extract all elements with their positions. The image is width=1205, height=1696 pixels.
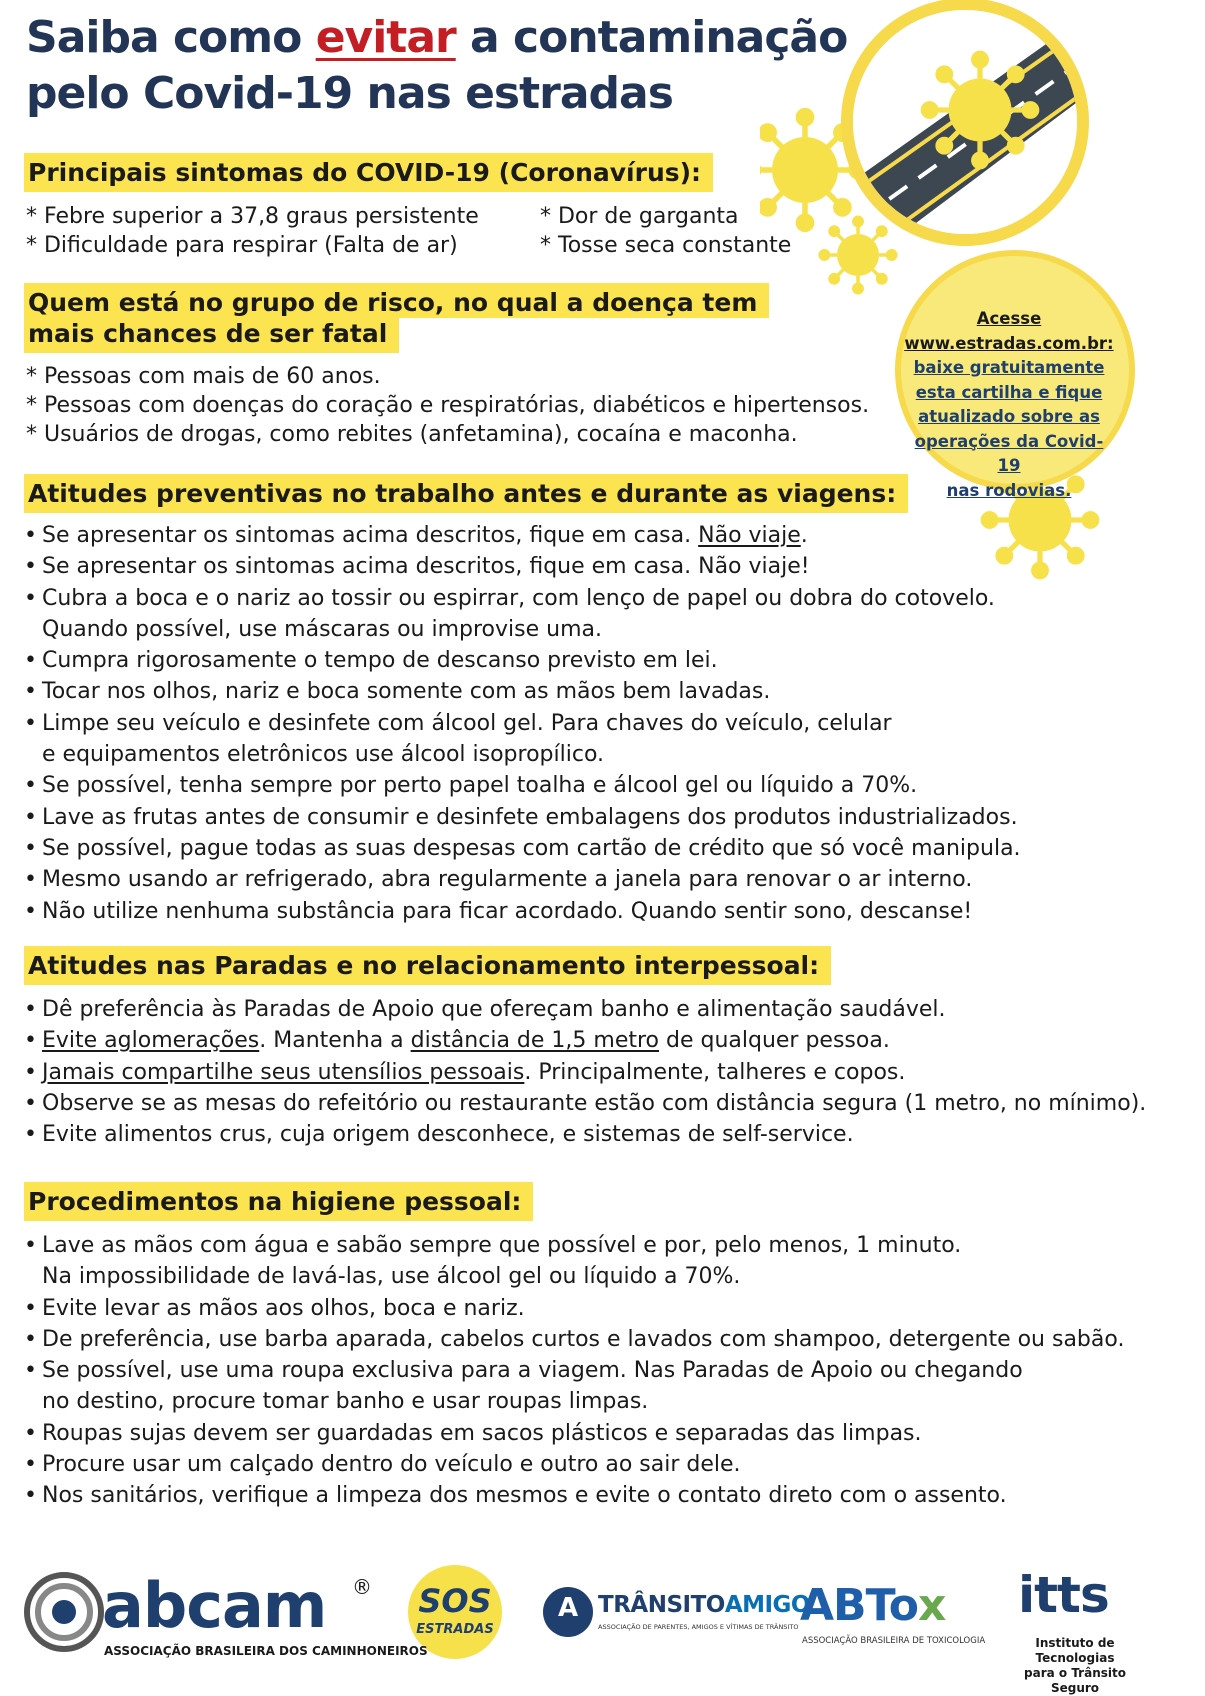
title-line1-post: a contaminação xyxy=(455,12,848,63)
title-line1-pre: Saiba como xyxy=(26,12,316,63)
abcam-subtitle: ASSOCIAÇÃO BRASILEIRA DOS CAMINHONEIROS xyxy=(104,1644,428,1658)
preventivas-heading: Atitudes preventivas no trabalho antes e durante as viagens: xyxy=(24,474,908,513)
list-item: • Se apresentar os sintomas acima descritos, fique em casa. Não viaje. xyxy=(24,520,1021,551)
risco-item: * Pessoas com doenças do coração e respiratórias, diabéticos e hipertensos. xyxy=(26,393,870,418)
sintomas-heading: Principais sintomas do COVID-19 (Coronavírus): xyxy=(24,153,713,192)
risco-heading-line1: Quem está no grupo de risco, no qual a doença tem xyxy=(24,283,769,318)
list-item: • Se possível, use uma roupa exclusiva para a viagem. Nas Paradas de Apoio ou chegando no destino, procure tomar banho e usar roupas limpas. xyxy=(24,1355,1124,1418)
itts-logo-text: itts xyxy=(1018,1566,1109,1624)
list-item: • Não utilize nenhuma substância para ficar acordado. Quando sentir sono, descanse! xyxy=(24,896,1021,927)
risco-heading-line2: mais chances de ser fatal xyxy=(24,318,399,353)
abcam-logo-icon xyxy=(27,1575,101,1649)
list-item: • Limpe seu veículo e desinfete com álcool gel. Para chaves do veículo, celular e equipamentos eletrônicos use álcool isopropílico. xyxy=(24,708,1021,771)
list-item: • Evite aglomerações. Mantenha a distância de 1,5 metro de qualquer pessoa. xyxy=(24,1025,1146,1056)
list-item: • Procure usar um calçado dentro do veículo e outro ao sair dele. xyxy=(24,1449,1124,1480)
abcam-registered-mark: ® xyxy=(352,1575,372,1599)
list-item: • Se possível, pague todas as suas despesas com cartão de crédito que só você manipula. xyxy=(24,833,1021,864)
title-line2: pelo Covid-19 nas estradas xyxy=(26,68,673,119)
sintomas-col1 xyxy=(26,202,479,260)
risco-item: * Pessoas com mais de 60 anos. xyxy=(26,364,381,389)
sos-logo-text: SOS xyxy=(418,1582,492,1620)
list-item: • Mesmo usando ar refrigerado, abra regularmente a janela para renovar o ar interno. xyxy=(24,864,1021,895)
transito-amigo-subtitle: ASSOCIAÇÃO DE PARENTES, AMIGOS E VÍTIMAS DE TRÂNSITO xyxy=(598,1623,799,1631)
list-item: • Observe se as mesas do refeitório ou restaurante estão com distância segura (1 metro, no mínimo). xyxy=(24,1088,1146,1119)
website-callout[interactable] xyxy=(904,307,1114,503)
callout-line6: operações da Covid-19 xyxy=(914,431,1104,475)
virus-icon xyxy=(820,217,896,293)
preventivas-list xyxy=(24,520,1021,927)
callout-line5: atualizado sobre as xyxy=(918,407,1100,426)
sintoma-item: * Dor de garganta xyxy=(540,204,739,229)
higiene-heading: Procedimentos na higiene pessoal: xyxy=(24,1182,533,1221)
list-item: • Se possível, tenha sempre por perto papel toalha e álcool gel ou líquido a 70%. xyxy=(24,770,1021,801)
paradas-list xyxy=(24,994,1146,1150)
paradas-heading: Atitudes nas Paradas e no relacionamento interpessoal: xyxy=(24,946,831,985)
list-item: • Dê preferência às Paradas de Apoio que ofereçam banho e alimentação saudável. xyxy=(24,994,1146,1025)
sos-logo-subtext: ESTRADAS xyxy=(416,1622,494,1637)
title-highlight: evitar xyxy=(315,12,456,63)
list-item: • Lave as frutas antes de consumir e desinfete embalagens dos produtos industrializados. xyxy=(24,802,1021,833)
callout-line7: nas rodovias. xyxy=(946,480,1072,500)
list-item: • Cumpra rigorosamente o tempo de descanso previsto em lei. xyxy=(24,645,1021,676)
higiene-list xyxy=(24,1230,1124,1512)
risco-item: * Usuários de drogas, como rebites (anfetamina), cocaína e maconha. xyxy=(26,422,798,447)
sintoma-item: * Tosse seca constante xyxy=(540,233,792,258)
transito-letter: A xyxy=(557,1593,579,1623)
list-item: • Evite alimentos crus, cuja origem desconhece, e sistemas de self-service. xyxy=(24,1119,1146,1150)
abcam-logo-text: abcam xyxy=(102,1569,327,1642)
sintoma-item: * Dificuldade para respirar (Falta de ar) xyxy=(26,233,458,258)
list-item: • Nos sanitários, verifique a limpeza dos mesmos e evite o contato direto com o assento. xyxy=(24,1480,1124,1511)
list-item: • Jamais compartilhe seus utensílios pessoais. Principalmente, talheres e copos. xyxy=(24,1057,1146,1088)
callout-line3: baixe gratuitamente xyxy=(913,358,1105,377)
itts-subtitle: Instituto de Tecnologias para o Trânsito Seguro xyxy=(1024,1636,1126,1695)
list-item: • Roupas sujas devem ser guardadas em sacos plásticos e separadas das limpas. xyxy=(24,1418,1124,1449)
callout-website-link[interactable]: www.estradas.com.br: xyxy=(904,333,1114,353)
list-item: • Cubra a boca e o nariz ao tossir ou espirrar, com lenço de papel ou dobra do cotovelo. Quando possível, use máscaras ou improvise uma. xyxy=(24,583,1021,646)
abtox-logo-text: ABTox xyxy=(800,1580,946,1631)
list-item: • Tocar nos olhos, nariz e boca somente com as mãos bem lavadas. xyxy=(24,676,1021,707)
list-item: • Lave as mãos com água e sabão sempre que possível e por, pelo menos, 1 minuto. Na impossibilidade de lavá-las, use álcool gel ou líquido a 70%. xyxy=(24,1230,1124,1293)
abtox-subtitle: ASSOCIAÇÃO BRASILEIRA DE TOXICOLOGIA xyxy=(802,1636,986,1646)
callout-line1: Acesse xyxy=(976,309,1042,328)
list-item: • Se apresentar os sintomas acima descritos, fique em casa. Não viaje! xyxy=(24,551,1021,582)
list-item: • Evite levar as mãos aos olhos, boca e nariz. xyxy=(24,1293,1124,1324)
sintoma-item: * Febre superior a 37,8 graus persistente xyxy=(26,204,479,229)
callout-line4: esta cartilha e fique xyxy=(915,382,1103,402)
transito-amigo-logo-text: TRÂNSITOAMIGO xyxy=(598,1592,810,1618)
risco-list xyxy=(26,362,869,449)
sintomas-col2 xyxy=(540,202,791,260)
list-item: • De preferência, use barba aparada, cabelos curtos e lavados com shampoo, detergente ou sabão. xyxy=(24,1324,1124,1355)
nao-viaje-link[interactable]: Não viaje xyxy=(698,523,801,548)
